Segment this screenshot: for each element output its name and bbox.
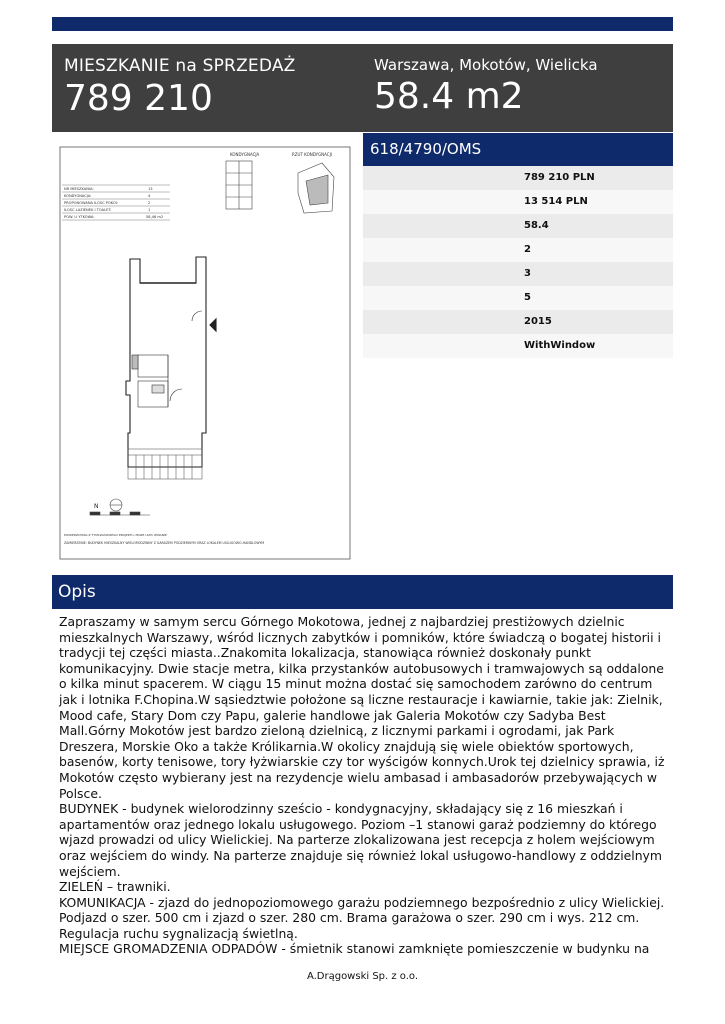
floor-plan-image	[52, 133, 363, 573]
plan-footnote-1: POWIERZCHNIA Z TYMCZASOWEGO PROJEKTU, MOZE ULEC ZMIANIE	[64, 533, 167, 537]
detail-rooms: 2	[363, 238, 673, 262]
top-accent-bar	[52, 17, 673, 31]
plan-row-label-1: NR MIESZKANIA:	[64, 187, 94, 191]
listing-location: Warszawa, Mokotów, Wielicka	[374, 56, 598, 74]
listing-type: MIESZKANIE na SPRZEDAŻ	[64, 56, 296, 76]
detail-floors-total: 5	[363, 286, 673, 310]
header-left	[64, 56, 296, 119]
plan-row-label-2: KONDYGNACJA:	[64, 194, 92, 198]
listing-header	[52, 44, 673, 132]
description-text	[59, 614, 673, 957]
detail-year-built: 2015	[363, 310, 673, 334]
plan-north-label: N	[94, 503, 99, 510]
detail-kitchen-type: WithWindow	[363, 334, 673, 358]
plan-row-value-1: 13	[148, 187, 153, 191]
plan-row-value-3: 2	[148, 201, 151, 205]
description-paragraph: MIEJSCE GROMADZENIA ODPADÓW - śmietnik stanowi zamknięte pomieszczenie w budynku na	[59, 941, 650, 957]
description-paragraph: Zapraszamy w samym sercu Górnego Mokotowa, jednej z najbardziej prestiżowych dzielnic mieszkalnych Warszawy, wśród licznych zabytków i pomników, które świadczą o bogatej historii i tradycji tej części miasta..Znakomita lokalizacja, stanowiąca również doskonały punkt komunikacyjny. Dwie stacje metra, kilka przystanków autobusowych i tramwajowych są oddalone o kilka minut spacerem. W ciągu 15 minut można dostać się samochodem zarówno do centrum jak i lotnika F.Chopina.W sąsiedztwie położone są liczne restauracje i kawiarnie, takie jak: Zielnik, Mood cafe, Stary Dom czy Papu, galerie handlowe jak Galeria Mokotów czy Sadyba Best Mall.Górny Mokotów jest bardzo zieloną dzielnicą, z licznymi parkami i ogrodami, jak Park Dreszera, Morskie Oko a także Królikarnia.W okolicy znajdują się wiele obiektów sportowych, basenów, korty tenisowe, tory łyżwiarskie czy tor wyścigów konnych.Urok tej dzielnicy sprawia, iż Mokotów często wybierany jest na rezydencje wielu ambasad i ambasadorów przebywających w Polsce.	[59, 614, 665, 801]
plan-footnote-2: ZAMIERZENIE: BUDYNEK MIESZKALNY WIELORODZINNY Z GARAZEM PODZIEMNYM ORAZ LOKALEM USLUGOWO-HANDLOWYM	[64, 541, 265, 545]
detail-price: 789 210 PLN	[363, 166, 673, 190]
reference-number: 618/4790/OMS	[363, 133, 673, 166]
plan-title-right: RZUT KONDYGNACJI	[292, 152, 332, 157]
detail-price-per-m2: 13 514 PLN	[363, 190, 673, 214]
description-paragraph: KOMUNIKACJA - zjazd do jednopoziomowego garażu podziemnego bezpośrednio z ulicy Wielickiej. Podjazd o szer. 500 cm i zjazd o szer. 280 cm. Brama garażowa o szer. 290 cm i wys. 212 cm. Regulacja ruchu sygnalizacją świetlną.	[59, 894, 665, 941]
details-table	[363, 166, 673, 358]
plan-title-left: KONDYGNACJA	[230, 152, 260, 157]
description-paragraph: ZIELEŃ – trawniki.	[59, 879, 171, 895]
detail-floor: 3	[363, 262, 673, 286]
footer-company: A.Drągowski Sp. z o.o.	[306, 971, 419, 982]
plan-row-value-5: 58,46 m2	[146, 215, 164, 219]
floor-plan-drawing	[52, 133, 363, 573]
plan-row-value-4: 1	[148, 208, 151, 212]
plan-row-label-4: ILOSC LAZIENEK I TOALET:	[64, 208, 112, 212]
detail-area: 58.4	[363, 214, 673, 238]
plan-row-value-2: 4	[148, 194, 151, 198]
listing-price: 789 210	[64, 78, 213, 119]
description-section-title: Opis	[52, 575, 673, 609]
listing-area: 58.4 m2	[374, 76, 524, 117]
description-paragraph: BUDYNEK - budynek wielorodzinny sześcio - kondygnacyjny, składający się z 16 mieszkań i apartamentów oraz jednego lokalu usługowego. Poziom –1 stanowi garaż podziemny do którego wjazd prowadzi od ulicy Wielickiej. Na parterze zlokalizowana jest recepcja z holem wejściowym oraz wejściem do windy. Na parterze znajduje się również lokal usługowo-handlowy z oddzielnym wejściem.	[59, 801, 662, 879]
plan-row-label-5: POW. U YTKOWA:	[64, 215, 95, 219]
plan-row-label-3: PROPONOWANA ILOSC POKOI:	[64, 201, 119, 205]
header-right	[374, 56, 598, 117]
